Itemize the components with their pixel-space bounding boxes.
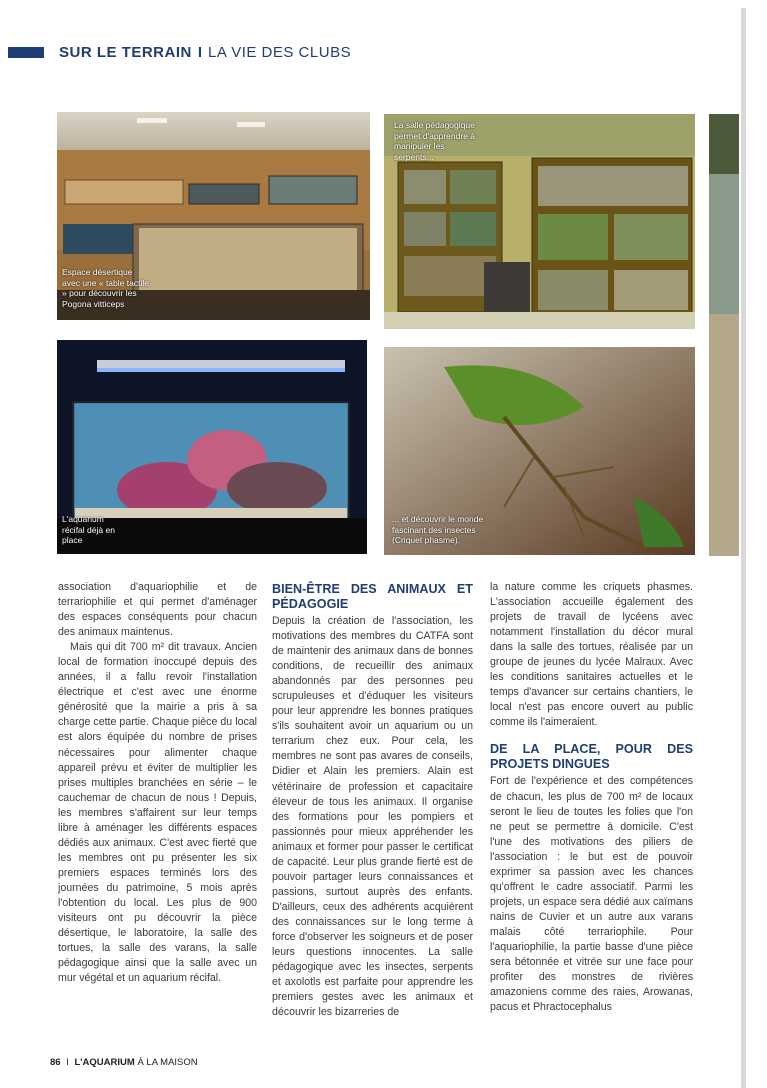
page-edge bbox=[741, 8, 746, 1088]
header-accent-bar bbox=[8, 47, 44, 58]
photo-stick-insect bbox=[384, 347, 695, 555]
photo-caption: La salle pédagogique permet d'apprendre à manipuler les serpents... bbox=[394, 120, 476, 162]
section-heading: DE LA PLACE, POUR DES PROJETS DINGUES bbox=[490, 742, 693, 772]
footer-separator: I bbox=[66, 1057, 69, 1068]
article-paragraph: Fort de l'expérience et des compétences de chacun, les plus de 700 m² de locaux seront le lieu de toutes les folies que l'on ne peut se permettre à domicile. C'est l'une des motivations des piliers de l'association : le but est de pouvoir exprimer sa passion avec les chances qu'offrent le cadre associatif. Parmi les projets, un espace sera dédié aux caïmans nains de Cuvier et un autre aux varans malais côté terrariophile. Pour l'aquariophilie, la partie basse d'une pièce sera bétonnée et vitrée sur une face pour profiter des monstres de rivières amazoniens comme des raies, Arowanas, pacus et Phractocephalus bbox=[490, 775, 693, 1014]
photo-desert-room bbox=[57, 112, 370, 320]
article-column-3 bbox=[490, 580, 693, 1015]
header-separator: I bbox=[197, 43, 203, 61]
photo-caption: L'aquarium récifal déjà en place bbox=[62, 514, 115, 545]
photo-pedagogical-room bbox=[384, 114, 695, 329]
article-paragraph: la nature comme les criquets phasmes. L'association accueille également des projets de travail de lycéens avec notamment l'installation du décor mural dans la salle des tortues, réalisée par un groupe de jeunes du lycée Malraux. Avec les conditions sanitaires actuelles et le temps d'avancer sur certains chantiers, le local n'est pas encore ouvert au public comme ils l'aimeraient. bbox=[490, 581, 693, 729]
section-heading: BIEN-ÊTRE DES ANIMAUX ET PÉDAGOGIE bbox=[272, 582, 473, 611]
header-subsection-title: LA VIE DES CLUBS bbox=[208, 43, 352, 61]
section-header bbox=[8, 42, 351, 62]
page-number: 86 bbox=[50, 1057, 61, 1068]
page-footer bbox=[50, 1057, 198, 1068]
photo-reef-aquarium bbox=[57, 340, 367, 554]
header-section-title: SUR LE TERRAIN bbox=[59, 43, 192, 61]
magazine-name: L'AQUARIUM bbox=[74, 1057, 135, 1068]
article-paragraph: Mais qui dit 700 m² dit travaux. Ancien local de formation inoccupé depuis des années, il a fallu revoir l'installation électrique et c'est avec une énorme générosité que la mairie a pris à sa charge cette partie. Chaque pièce du local est alors équipée du nombre de prises nécessaires pour alimenter chaque appareil prévu et éviter de multiplier les prises multiples branchées en série – le cauchemar de chacun de nous ! Depuis, les membres s'affairent sur leur temps libre à aménager les différents espaces dédiés aux animaux. C'est avec fierté que les membres ont pu présenter les six premiers espaces terminés lors des journées du patrimoine, 5 mois après l'obtention du local. Les plus de 900 visiteurs ont pu découvrir la pièce désertique, le laboratoire, la salle des tortues, la salle des varans, la salle pédagogique ainsi que la salle avec un mur végétal et un aquarium récifal. bbox=[58, 641, 257, 985]
article-column-2 bbox=[272, 582, 473, 1020]
magazine-name-rest: À LA MAISON bbox=[137, 1057, 198, 1068]
photo-side-strip bbox=[709, 114, 739, 556]
side-strip-illustration bbox=[709, 114, 739, 556]
photo-caption: ... et découvrir le monde fascinant des insectes (Criquet phasme). bbox=[392, 514, 484, 545]
article-column-1 bbox=[58, 580, 257, 986]
article-paragraph: Depuis la création de l'association, les motivations des membres du CATFA sont de maintenir des animaux dans de bonnes conditions, de recueillir des animaux abandonnés par des personnes peu scrupuleuses et d'éduquer les visiteurs pour leur apprendre les bonnes pratiques s'ils souhaitent avoir un aquarium ou un terrarium chez eux. Pour cela, les membres ne sont pas avares de conseils, Didier et Alain les premiers. Alain est vétérinaire de profession et capacitaire éleveur de tous les animaux. Il organise des formations pour les pompiers et passionnés pour mieux appréhender les animaux et former pour passer le certificat de capacité. Leur plus grande fierté est de pouvoir partager leurs connaissances et passions, surtout auprès des enfants. D'ailleurs, ceux des adhérents acquièrent des connaissances sur le long terme à force d'observer les soigneurs et de poser leurs questions innocentes. La salle pédagogique avec les insectes, serpents et axolotls est parfaite pour apprendre les premiers gestes avec les animaux et découvrir les bizarreries de bbox=[272, 615, 473, 1019]
photo-caption: Espace désertique avec une « table tactile » pour découvrir les Pogona vitticeps bbox=[62, 267, 149, 309]
article-paragraph: association d'aquariophilie et de terrariophilie et qui permet d'aménager des espaces conséquents pour chacun des animaux maintenus. bbox=[58, 581, 257, 639]
